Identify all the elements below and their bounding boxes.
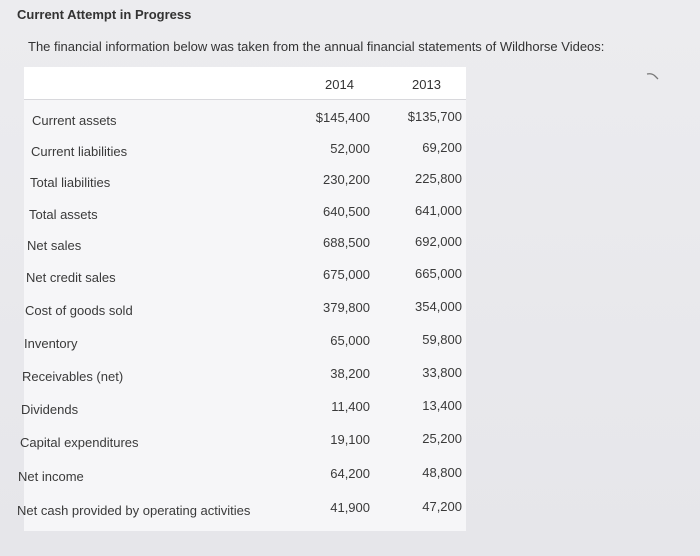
value-2014: 640,500 (323, 204, 370, 219)
value-2014: 38,200 (330, 366, 370, 381)
attempt-heading: Current Attempt in Progress (17, 7, 192, 22)
column-header-2014: 2014 (325, 77, 354, 92)
row-label: Capital expenditures (20, 435, 139, 450)
value-2013: 692,000 (415, 234, 462, 249)
column-header-2013: 2013 (412, 77, 441, 92)
value-2014: 19,100 (330, 432, 370, 447)
pen-mark-icon (646, 72, 660, 80)
value-2014: 379,800 (323, 300, 370, 315)
value-2013: 48,800 (422, 465, 462, 480)
row-label: Cost of goods sold (25, 303, 133, 318)
value-2013: 69,200 (422, 140, 462, 155)
value-2014: 41,900 (330, 500, 370, 515)
row-label: Inventory (24, 336, 78, 351)
value-2014: 230,200 (323, 172, 370, 187)
intro-text: The financial information below was taken from the annual financial statements of Wildhorse Videos: (28, 39, 605, 54)
table-header (24, 67, 466, 100)
value-2013: 665,000 (415, 266, 462, 281)
row-label: Total assets (29, 207, 98, 222)
row-label: Total liabilities (30, 175, 111, 190)
value-2013: 59,800 (422, 332, 462, 347)
row-label: Receivables (net) (22, 369, 124, 384)
value-2013: 47,200 (422, 499, 462, 514)
value-2014: 688,500 (323, 235, 370, 250)
value-2014: 52,000 (330, 141, 370, 156)
value-2013: 225,800 (415, 171, 462, 186)
value-2014: 11,400 (331, 399, 370, 414)
value-2013: $135,700 (407, 109, 462, 124)
row-label: Net income (18, 469, 84, 484)
value-2013: 641,000 (415, 203, 462, 218)
row-label: Net credit sales (26, 270, 116, 285)
value-2013: 25,200 (422, 431, 462, 446)
value-2014: 675,000 (323, 267, 370, 282)
row-label: Current liabilities (31, 144, 128, 159)
value-2014: 64,200 (330, 466, 370, 481)
value-2013: 13,400 (422, 398, 462, 413)
row-label: Net cash provided by operating activities (17, 503, 251, 518)
value-2013: 354,000 (415, 299, 462, 314)
row-label: Dividends (21, 402, 79, 417)
value-2013: 33,800 (422, 365, 462, 380)
row-label: Current assets (32, 113, 117, 128)
value-2014: $145,400 (315, 110, 370, 125)
value-2014: 65,000 (330, 333, 370, 348)
row-label: Net sales (27, 238, 82, 253)
